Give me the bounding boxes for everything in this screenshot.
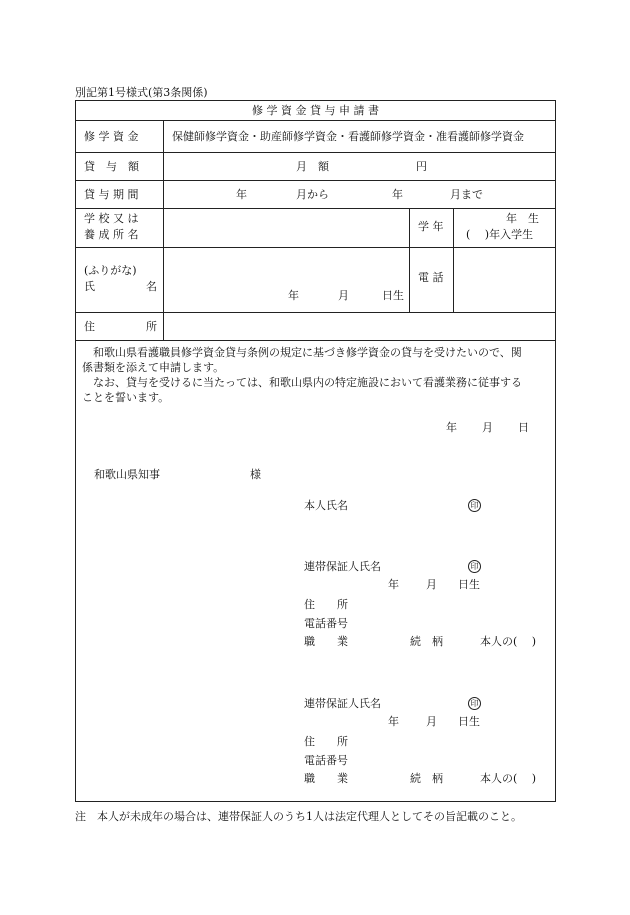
guarantor-2-job-label: 職 業	[304, 772, 348, 785]
phone-label: 電 話	[418, 271, 444, 284]
seal-mark: 印	[468, 697, 481, 710]
guarantor-2-relation-label: 続 柄	[410, 772, 443, 785]
column-divider	[453, 208, 454, 312]
row-divider	[76, 152, 555, 153]
seal-icon	[468, 559, 481, 573]
period-to: 月まで	[450, 188, 483, 201]
amount-month: 月 額	[296, 160, 329, 173]
period-year-2: 年	[392, 188, 403, 201]
guarantor-1-address-label: 住 所	[304, 598, 348, 611]
seal-icon	[468, 696, 481, 710]
guarantor-1-name-label: 連帯保証人氏名	[304, 560, 381, 573]
grade-year: 年 生	[506, 212, 539, 225]
guarantor-2-birth-month: 月	[426, 715, 437, 728]
applicant-name-label: 本人氏名	[304, 499, 348, 512]
guarantor-2-phone-label: 電話番号	[304, 754, 348, 767]
address-label-2: 所	[146, 320, 157, 333]
guarantor-1-birth-month: 月	[426, 578, 437, 591]
row-divider	[76, 208, 555, 209]
period-label: 貸 与 期 間	[84, 188, 139, 201]
birth-day: 日生	[382, 289, 404, 302]
header-note: 別記第1号様式(第3条関係)	[75, 86, 208, 99]
label-column-divider	[163, 120, 164, 340]
name-label-1: 氏	[84, 280, 95, 293]
seal-mark: 印	[468, 560, 481, 573]
guarantor-1-birth-year: 年	[388, 578, 399, 591]
governor-suffix: 様	[250, 468, 261, 481]
amount-yen: 円	[416, 160, 427, 173]
guarantor-2-birth-day: 日生	[458, 715, 480, 728]
governor: 和歌山県知事	[94, 468, 160, 481]
period-from: 月から	[296, 188, 329, 201]
seal-mark: 印	[468, 499, 481, 512]
birth-month: 月	[338, 289, 349, 302]
paragraph-2b: ことを誓います。	[82, 391, 170, 404]
date-year: 年	[446, 421, 457, 434]
school-label-2: 養 成 所 名	[84, 228, 139, 241]
guarantor-1-birth-day: 日生	[458, 578, 480, 591]
form-title: 修 学 資 金 貸 与 申 請 書	[252, 104, 379, 117]
seal-icon	[468, 498, 481, 512]
amount-label: 貸 与 額	[84, 160, 139, 173]
guarantor-2-name-label: 連帯保証人氏名	[304, 697, 381, 710]
address-label-1: 住	[84, 320, 95, 333]
guarantor-1-job-label: 職 業	[304, 635, 348, 648]
guarantor-1-relation-label: 続 柄	[410, 635, 443, 648]
birth-year: 年	[288, 289, 299, 302]
row-divider	[76, 340, 555, 341]
date-day: 日	[518, 421, 529, 434]
guarantor-2-address-label: 住 所	[304, 735, 348, 748]
furigana-label: (ふりがな)	[84, 264, 137, 277]
row-divider	[76, 247, 555, 248]
grade-enroll: ( )年入学生	[466, 228, 534, 241]
grade-label: 学 年	[418, 220, 444, 233]
row-divider	[76, 120, 555, 121]
fund-value: 保健師修学資金・助産師修学資金・看護師修学資金・准看護師修学資金	[172, 130, 524, 143]
guarantor-2-relation-value: 本人の( )	[480, 772, 537, 785]
guarantor-1-relation-value: 本人の( )	[480, 635, 537, 648]
column-divider	[409, 208, 410, 312]
row-divider	[76, 312, 555, 313]
guarantor-1-phone-label: 電話番号	[304, 617, 348, 630]
row-divider	[76, 180, 555, 181]
name-label-2: 名	[146, 280, 157, 293]
school-label-1: 学 校 又 は	[84, 212, 139, 225]
paragraph-1a: 和歌山県看護職員修学資金貸与条例の規定に基づき修学資金の貸与を受けたいので、関	[82, 346, 522, 359]
application-form	[75, 100, 556, 802]
paragraph-1b: 係書類を添えて申請します。	[82, 361, 225, 374]
fund-label: 修 学 資 金	[84, 130, 139, 143]
date-month: 月	[482, 421, 493, 434]
guarantor-2-birth-year: 年	[388, 715, 399, 728]
paragraph-2a: なお、貸与を受けるに当たっては、和歌山県内の特定施設において看護業務に従事する	[82, 376, 522, 389]
period-year-1: 年	[236, 188, 247, 201]
footnote: 注 本人が未成年の場合は、連帯保証人のうち1人は法定代理人としてその旨記載のこと。	[75, 810, 522, 823]
